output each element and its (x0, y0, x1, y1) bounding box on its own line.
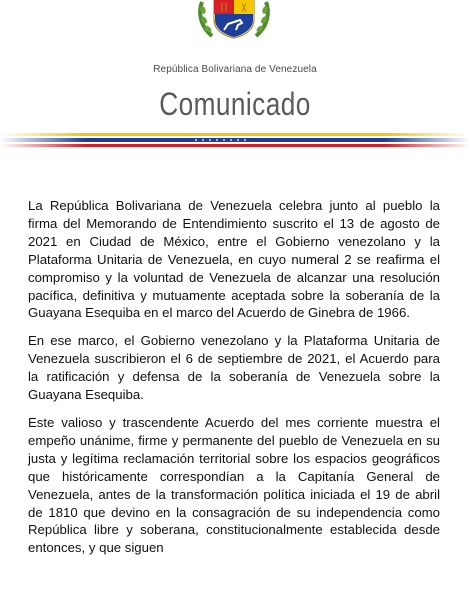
paragraph-3: Este valioso y trascendente Acuerdo del mes corriente muestra el empeño unánime, firme y permanente del pueblo de Venezuela en su justa y legítima reclamación territorial sobre los espacios geográficos que históricamente correspondían a la Capitanía General de Venezuela, antes de la transformación política iniciada el 19 de abril de 1810 que devino en la consagración de su independencia como República libre y soberana, constitucionalmente establecida desde entonces, y que siguen (28, 414, 440, 556)
page-title: Comunicado (159, 86, 311, 122)
tricolor-stripe (0, 131, 470, 149)
republic-name: República Bolivariana de Venezuela (153, 64, 317, 75)
letterhead (0, 0, 470, 150)
communique-body (28, 197, 440, 567)
paragraph-2: En ese marco, el Gobierno venezolano y la Plataforma Unitaria de Venezuela suscribieron el 6 de septiembre de 2021, el Acuerdo para la ratificación y defensa de la soberanía de Venezuela sobre la Guayana Esequiba. (28, 333, 440, 403)
paragraph-1: La República Bolivariana de Venezuela celebra junto al pueblo la firma del Memorando de Entendimiento suscrito el 13 de agosto de 2021 en Ciudad de México, entre el Gobierno venezolano y la Plataforma Unitaria de Venezuela, en cuyo numeral 2 se reafirma el compromiso y la voluntad de Venezuela de alcanzar una resolución pacífica, definitiva y mutuamente aceptada sobre la soberanía de la Guayana Esequiba en el marco del Acuerdo de Ginebra de 1966. (28, 198, 440, 321)
coat-of-arms-icon (196, 0, 272, 40)
